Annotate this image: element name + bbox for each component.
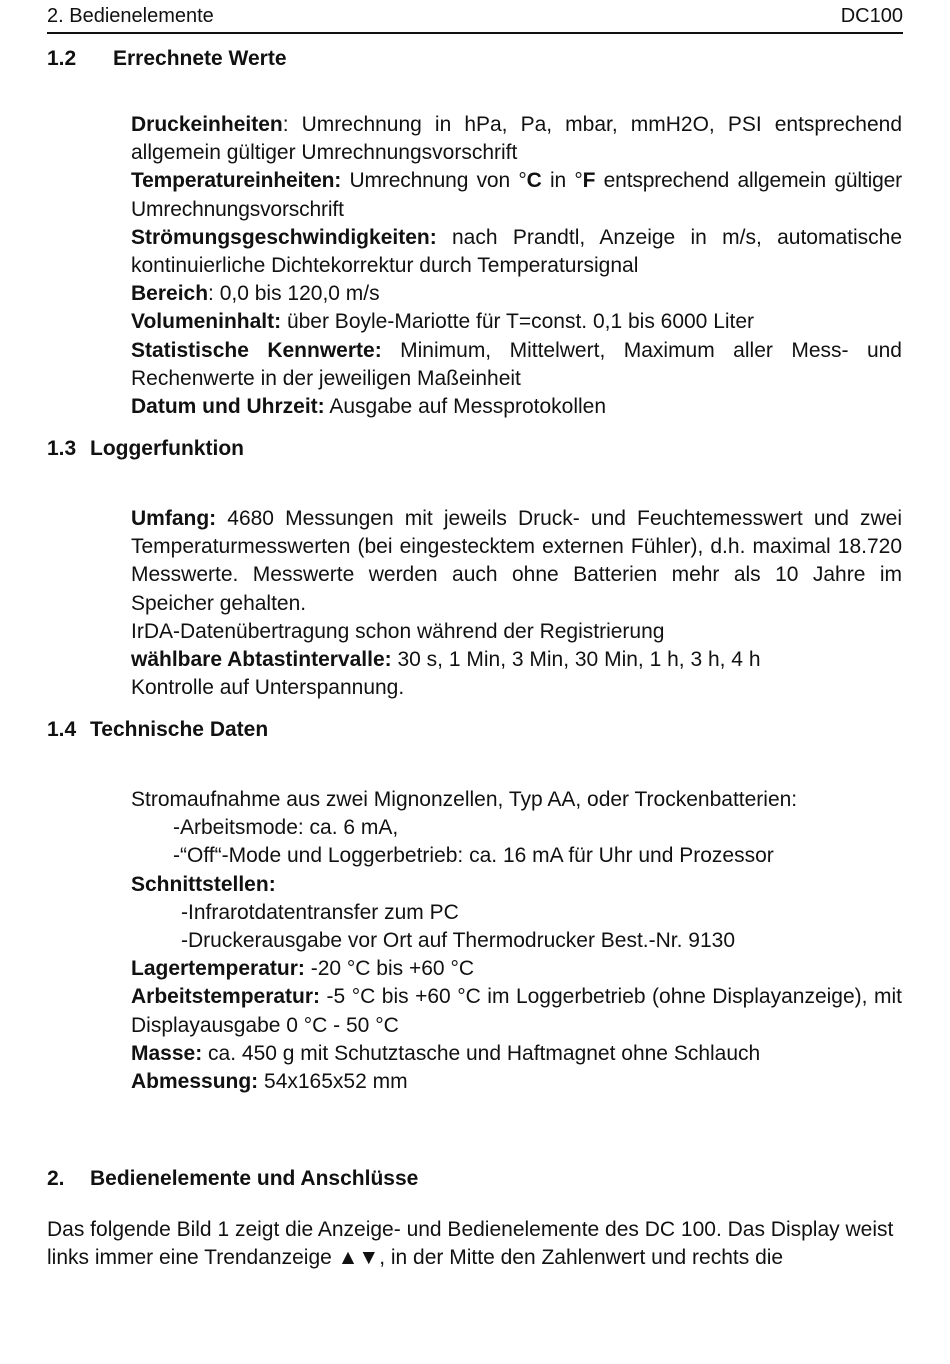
term-label: Schnittstellen:: [131, 872, 276, 896]
paragraph-kontrolle: Kontrolle auf Unterspannung.: [131, 676, 405, 700]
section-heading-1-2: [47, 45, 287, 73]
section-number: 2.: [47, 1167, 65, 1190]
section-body-2: [47, 1216, 902, 1272]
term-label: Bereich: [131, 282, 209, 306]
section-body-1-3: [131, 505, 902, 702]
term-text: ca. 450 g mit Schutztasche und Haftmagnet ohne Schlauch: [202, 1041, 761, 1065]
term-label: Lagertemperatur:: [131, 957, 305, 981]
term-text: : 0,0 bis 120,0 m/s: [208, 282, 380, 306]
term-label: Masse:: [131, 1041, 203, 1065]
term-text: : Umrechnung in hPa, Pa, mbar, mmH2O, PSI entsprechend allgemein gültiger Umrechnungsvorschrift: [131, 113, 902, 165]
paragraph-masse: [131, 1040, 902, 1068]
paragraph-statistische-kennwerte: [131, 337, 902, 393]
paragraph-lagertemperatur: [131, 955, 902, 983]
section-title: Loggerfunktion: [90, 437, 244, 460]
term-text: 54x165x52 mm: [258, 1070, 408, 1094]
paragraph-temperatureinheiten: [131, 167, 902, 223]
term-text: Minimum, Mittelwert, Maximum aller Mess- und Rechenwerte in der jeweiligen Maßeinheit: [131, 338, 902, 390]
term-label: Temperatureinheiten:: [131, 169, 342, 193]
section-number: 1.3: [47, 437, 77, 460]
term-label: Strömungsgeschwindigkeiten:: [131, 225, 437, 249]
term-text: über Boyle-Mariotte für T=const. 0,1 bis 6000 Liter: [281, 310, 755, 334]
term-text: -5 °C bis +60 °C im Loggerbetrieb (ohne Displayanzeige), mit Displayausgabe 0 °C - 50 °C: [131, 985, 902, 1037]
term-label: Druckeinheiten: [131, 113, 283, 136]
term-label: Statistische Kennwerte:: [131, 338, 382, 362]
section-heading-1-3: [47, 435, 244, 463]
term-label: Abmessung:: [131, 1070, 259, 1094]
paragraph-stromaufnahme: Stromaufnahme aus zwei Mignonzellen, Typ AA, oder Trockenbatterien:: [131, 788, 798, 811]
section-title: Bedienelemente und Anschlüsse: [90, 1167, 419, 1190]
paragraph-druckeinheiten: [131, 111, 902, 167]
term-label: Umfang:: [131, 507, 217, 530]
term-label: wählbare Abtastintervalle:: [131, 648, 392, 672]
term-text: 4680 Messungen mit jeweils Druck- und Feuchtemesswert und zwei Temperaturmesswerten (bei eingestecktem externen Fühler), d.h. maximal 18.720 Messwerte. Messwerte werden auch ohne Batterien mehr als 10 Jahre im Speicher gehalten.: [131, 507, 902, 615]
section-heading-1-4: [47, 716, 268, 744]
term-text: Ausgabe auf Messprotokollen: [324, 395, 607, 419]
term-text: in °: [541, 169, 583, 193]
unit-fahrenheit: F: [582, 169, 596, 193]
paragraph-arbeitstemperatur: [131, 983, 902, 1039]
list-item-infrarot: -Infrarotdatentransfer zum PC: [181, 900, 459, 924]
paragraph-umfang: [131, 505, 902, 618]
list-item-arbeitsmode: -Arbeitsmode: ca. 6 mA,: [173, 816, 399, 840]
paragraph-volumeninhalt: [131, 308, 902, 336]
running-header: [47, 4, 903, 34]
term-text: -20 °C bis +60 °C: [304, 957, 475, 981]
header-model: DC100: [840, 5, 903, 27]
paragraph-datum-uhrzeit: [131, 393, 902, 421]
list-item-offmode: -“Off“-Mode und Loggerbetrieb: ca. 16 mA für Uhr und Prozessor: [173, 844, 774, 868]
section-body-1-2: [131, 111, 902, 421]
paragraph-schnittstellen: [131, 871, 902, 899]
term-text: Umrechnung von °: [341, 169, 527, 193]
section-heading-2: [47, 1165, 418, 1193]
paragraph-intro: Das folgende Bild 1 zeigt die Anzeige- und Bedienelemente des DC 100. Das Display weist links immer eine Trendanzeige ▲▼, in der Mitte den Zahlenwert und rechts die: [47, 1218, 894, 1270]
term-label: Datum und Uhrzeit:: [131, 395, 325, 419]
paragraph-irda: IrDA-Datenübertragung schon während der Registrierung: [131, 619, 665, 643]
term-text: entsprechend allgemein gültiger Umrechnungsvorschrift: [131, 169, 903, 221]
term-text: 30 s, 1 Min, 3 Min, 30 Min, 1 h, 3 h, 4 h: [391, 648, 761, 672]
header-chapter: 2. Bedienelemente: [47, 5, 214, 27]
section-body-1-4: [131, 786, 902, 1096]
unit-celsius: C: [526, 169, 542, 193]
term-text: nach Prandtl, Anzeige in m/s, automatische kontinuierliche Dichtekorrektur durch Temperatursignal: [131, 225, 902, 278]
paragraph-abtastintervalle: [131, 646, 902, 674]
term-label: Arbeitstemperatur:: [131, 985, 321, 1009]
section-number: 1.4: [47, 718, 77, 741]
term-label: Volumeninhalt:: [131, 310, 282, 334]
paragraph-stroemung: [131, 224, 902, 280]
section-title: Technische Daten: [90, 718, 269, 741]
list-item-drucker: -Druckerausgabe vor Ort auf Thermodrucker Best.-Nr. 9130: [181, 929, 736, 953]
paragraph-abmessung: [131, 1068, 902, 1096]
section-title: Errechnete Werte: [113, 47, 287, 70]
paragraph-bereich: [131, 280, 902, 308]
section-number: 1.2: [47, 47, 77, 70]
